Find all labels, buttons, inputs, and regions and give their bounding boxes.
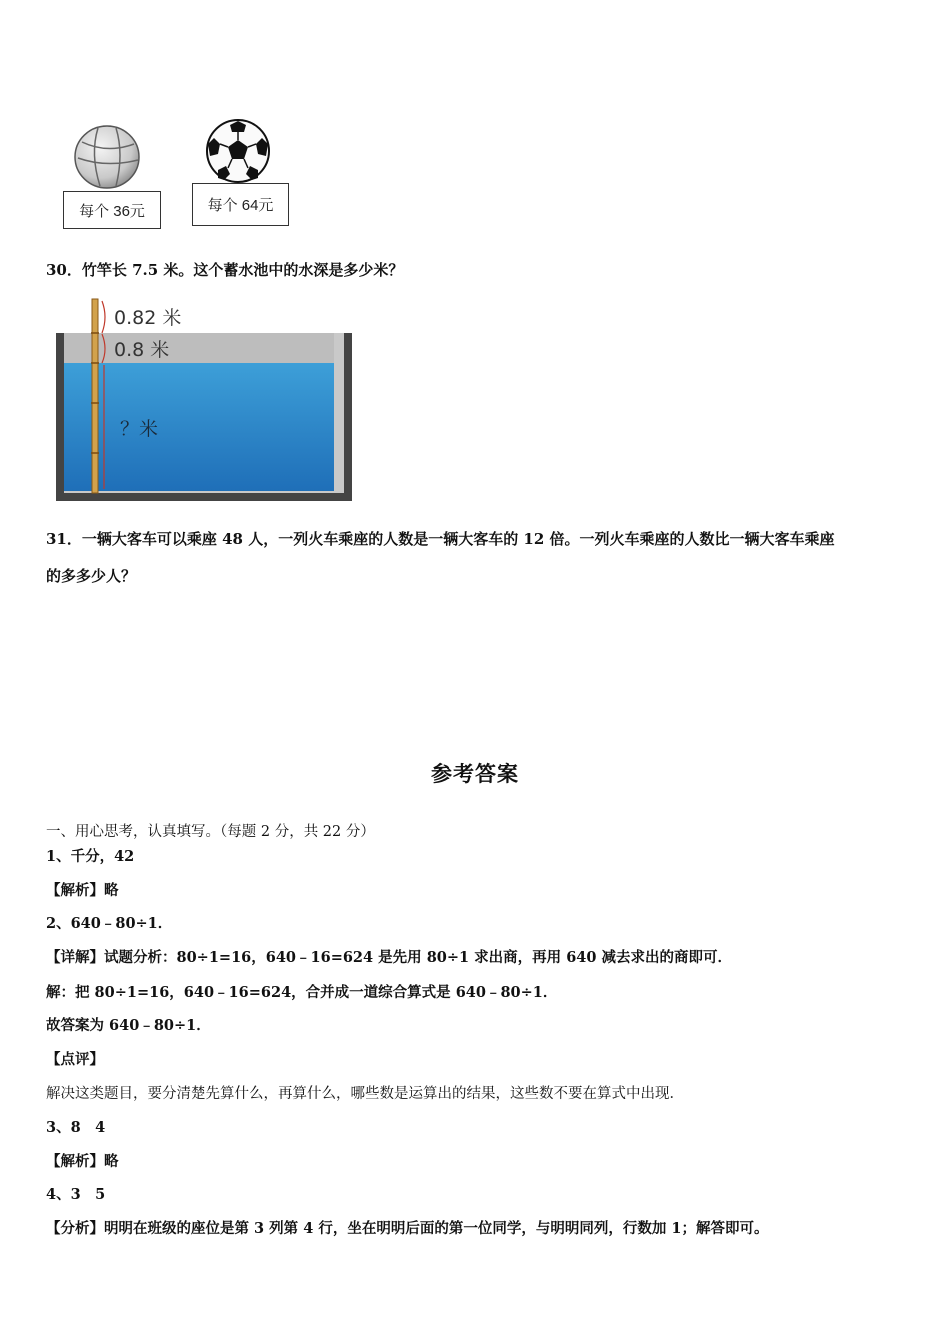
answer-2-comment: 解决这类题目，要分清楚先算什么，再算什么，哪些数是运算出的结果，这些数不要在算式中出现． [46, 1086, 684, 1102]
answer-2-detail: 【详解】试题分析：80÷1=16，640﹣16=624 是先用 80÷1 求出商，再用 640 减去求出的商即可． [46, 949, 733, 966]
volleyball-price-label: 每个 36元 [63, 191, 161, 229]
volleyball-image [72, 124, 142, 190]
answer-1: 1、千分，42 [46, 848, 135, 865]
answer-3: 3、8 4 [46, 1119, 106, 1136]
soccer-ball-image [204, 118, 272, 184]
answer-title: 参考答案 [431, 762, 519, 786]
answer-4-analysis: 【分析】明明在班级的座位是第 3 列第 4 行，坐在明明后面的第一位同学，与明明同列，行数加 1；解答即可。 [46, 1220, 769, 1237]
label-0-82-m: 0.82 米 [114, 307, 182, 329]
answer-2-conclusion: 故答案为 640﹣80÷1． [46, 1017, 211, 1034]
pool-diagram [56, 293, 352, 501]
label-0-8-m: 0.8 米 [114, 339, 170, 361]
question-30-text: 30．竹竿长 7.5 米。这个蓄水池中的水深是多少米？ [46, 261, 404, 279]
answer-section-heading: 一、用心思考，认真填写。（每题 2 分，共 22 分） [46, 824, 375, 840]
answer-1-analysis: 【解析】略 [46, 882, 119, 899]
label-unknown-m: ？米 [120, 418, 159, 440]
answer-3-analysis: 【解析】略 [46, 1153, 119, 1170]
answer-4: 4、3 5 [46, 1186, 106, 1203]
answer-2-solution: 解：把 80÷1=16，640﹣16=624，合并成一道综合算式是 640﹣80÷1． [46, 984, 558, 1001]
question-31-line1: 31．一辆大客车可以乘座 48 人，一列火车乘座的人数是一辆大客车的 12 倍。一列火车乘座的人数比一辆大客车乘座 [46, 530, 835, 548]
question-31-line2: 的多多少人？ [46, 567, 137, 585]
answer-2: 2、640﹣80÷1． [46, 915, 173, 932]
answer-2-comment-heading: 【点评】 [46, 1051, 104, 1068]
soccer-price-label: 每个 64元 [192, 183, 289, 226]
